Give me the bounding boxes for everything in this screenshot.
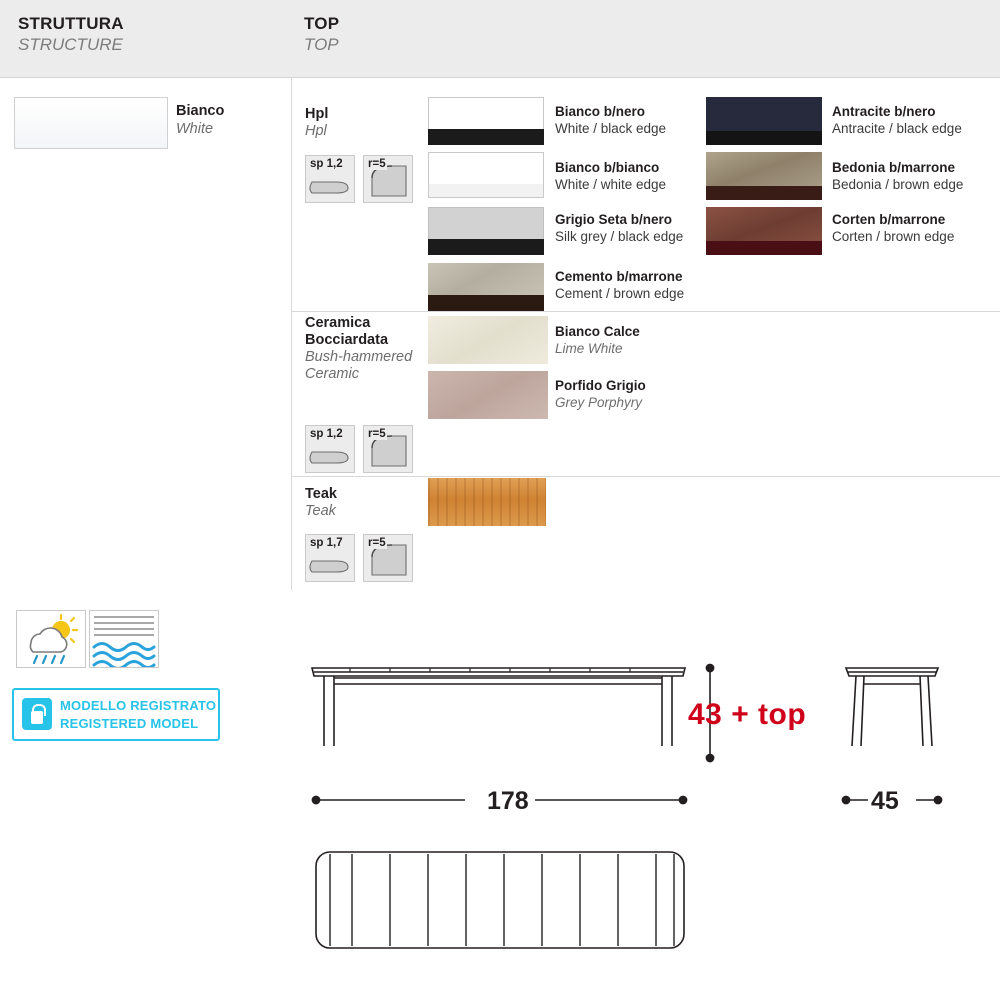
structure-name-en: White bbox=[176, 121, 214, 137]
swatch-cemento-b-marrone bbox=[428, 263, 544, 311]
label-en: Bedonia / brown edge bbox=[832, 177, 964, 192]
header-top-it: TOP bbox=[304, 14, 340, 33]
label-bianco-b-bianco bbox=[555, 160, 666, 193]
depth-dimension-label: 45 bbox=[871, 787, 899, 815]
label-it: Cemento b/marrone bbox=[555, 269, 683, 284]
divider-hpl-ceramica bbox=[291, 311, 1000, 312]
label-it: Corten b/marrone bbox=[832, 212, 946, 227]
label-it: Porfido Grigio bbox=[555, 378, 646, 393]
label-it: Bianco Calce bbox=[555, 324, 640, 339]
length-dimension-label: 178 bbox=[487, 787, 529, 815]
edge-profile-icon bbox=[305, 534, 355, 582]
table-front-view bbox=[312, 668, 685, 746]
header-structure-it: STRUTTURA bbox=[18, 14, 124, 33]
label-en: Grey Porphyry bbox=[555, 395, 643, 410]
label-porfido-grigio bbox=[555, 378, 646, 411]
height-dimension-label: 43 + top bbox=[688, 698, 807, 731]
structure-swatch bbox=[14, 97, 168, 149]
table-top-view bbox=[316, 852, 684, 948]
registered-model-it: MODELLO REGISTRATO bbox=[60, 698, 217, 713]
header-structure-en: STRUCTURE bbox=[18, 35, 123, 54]
label-en: Lime White bbox=[555, 341, 623, 356]
ceramica-radius-label: r=5 bbox=[368, 428, 386, 440]
weather-resistant-icon bbox=[16, 610, 86, 668]
swatch-porfido-grigio bbox=[428, 371, 548, 419]
material-title-teak-en: Teak bbox=[305, 503, 336, 519]
label-bianco-calce bbox=[555, 324, 640, 357]
label-corten-b-marrone bbox=[832, 212, 954, 245]
label-en: Cement / brown edge bbox=[555, 286, 685, 301]
corner-radius-icon bbox=[363, 425, 413, 473]
label-bianco-b-nero bbox=[555, 104, 666, 137]
teak-radius-label: r=5 bbox=[368, 537, 386, 549]
label-grigio-seta-b-nero bbox=[555, 212, 683, 245]
lock-icon bbox=[22, 698, 52, 730]
edge-profile-icon bbox=[305, 155, 355, 203]
hpl-thickness-label: sp 1,2 bbox=[310, 158, 343, 170]
material-title-hpl bbox=[305, 106, 328, 140]
edge-profile-icon bbox=[305, 425, 355, 473]
swatch-grigio-seta-b-nero bbox=[428, 207, 544, 255]
material-title-teak-it: Teak bbox=[305, 486, 337, 502]
label-en: White / black edge bbox=[555, 121, 667, 136]
label-it: Bianco b/nero bbox=[555, 104, 646, 119]
label-it: Grigio Seta b/nero bbox=[555, 212, 673, 227]
material-title-ceramica-en: Bush-hammered Ceramic bbox=[305, 349, 413, 382]
hpl-radius-label: r=5 bbox=[368, 158, 386, 170]
table-side-view bbox=[846, 668, 938, 746]
material-title-ceramica-it: Ceramica Bocciardata bbox=[305, 315, 389, 348]
ceramica-spec-badges bbox=[305, 425, 413, 473]
ceramica-thickness-label: sp 1,2 bbox=[310, 428, 343, 440]
corner-radius-icon bbox=[363, 534, 413, 582]
column-divider bbox=[291, 78, 292, 590]
hpl-spec-badges bbox=[305, 155, 413, 203]
water-resistant-icon bbox=[89, 610, 159, 668]
label-antracite-b-nero bbox=[832, 104, 962, 137]
header-top-column bbox=[304, 13, 339, 56]
registered-model-en: REGISTERED MODEL bbox=[60, 716, 199, 731]
teak-thickness-label: sp 1,7 bbox=[310, 537, 343, 549]
swatch-corten-b-marrone bbox=[706, 207, 822, 255]
swatch-bianco-calce bbox=[428, 316, 548, 364]
material-title-hpl-it: Hpl bbox=[305, 106, 329, 122]
material-title-teak bbox=[305, 486, 337, 520]
registered-model-badge bbox=[12, 688, 220, 741]
swatch-teak bbox=[428, 478, 546, 526]
label-en: Silk grey / black edge bbox=[555, 229, 684, 244]
label-en: Antracite / black edge bbox=[832, 121, 962, 136]
label-bedonia-b-marrone bbox=[832, 160, 963, 193]
teak-spec-badges bbox=[305, 534, 413, 582]
label-it: Bedonia b/marrone bbox=[832, 160, 956, 175]
material-title-ceramica bbox=[305, 315, 435, 383]
structure-name-it: Bianco bbox=[176, 103, 225, 119]
label-cemento-b-marrone bbox=[555, 269, 684, 302]
header-top-en: TOP bbox=[304, 35, 339, 54]
corner-radius-icon bbox=[363, 155, 413, 203]
swatch-bedonia-b-marrone bbox=[706, 152, 822, 200]
swatch-bianco-b-nero bbox=[428, 97, 544, 145]
label-it: Antracite b/nero bbox=[832, 104, 936, 119]
header-structure-column bbox=[18, 13, 124, 56]
structure-name bbox=[176, 103, 224, 138]
swatch-bianco-b-bianco bbox=[428, 152, 544, 198]
material-title-hpl-en: Hpl bbox=[305, 123, 327, 139]
divider-ceramica-teak bbox=[291, 476, 1000, 477]
label-en: White / white edge bbox=[555, 177, 667, 192]
swatch-antracite-b-nero bbox=[706, 97, 822, 145]
label-it: Bianco b/bianco bbox=[555, 160, 660, 175]
page-header bbox=[0, 0, 1000, 78]
label-en: Corten / brown edge bbox=[832, 229, 955, 244]
